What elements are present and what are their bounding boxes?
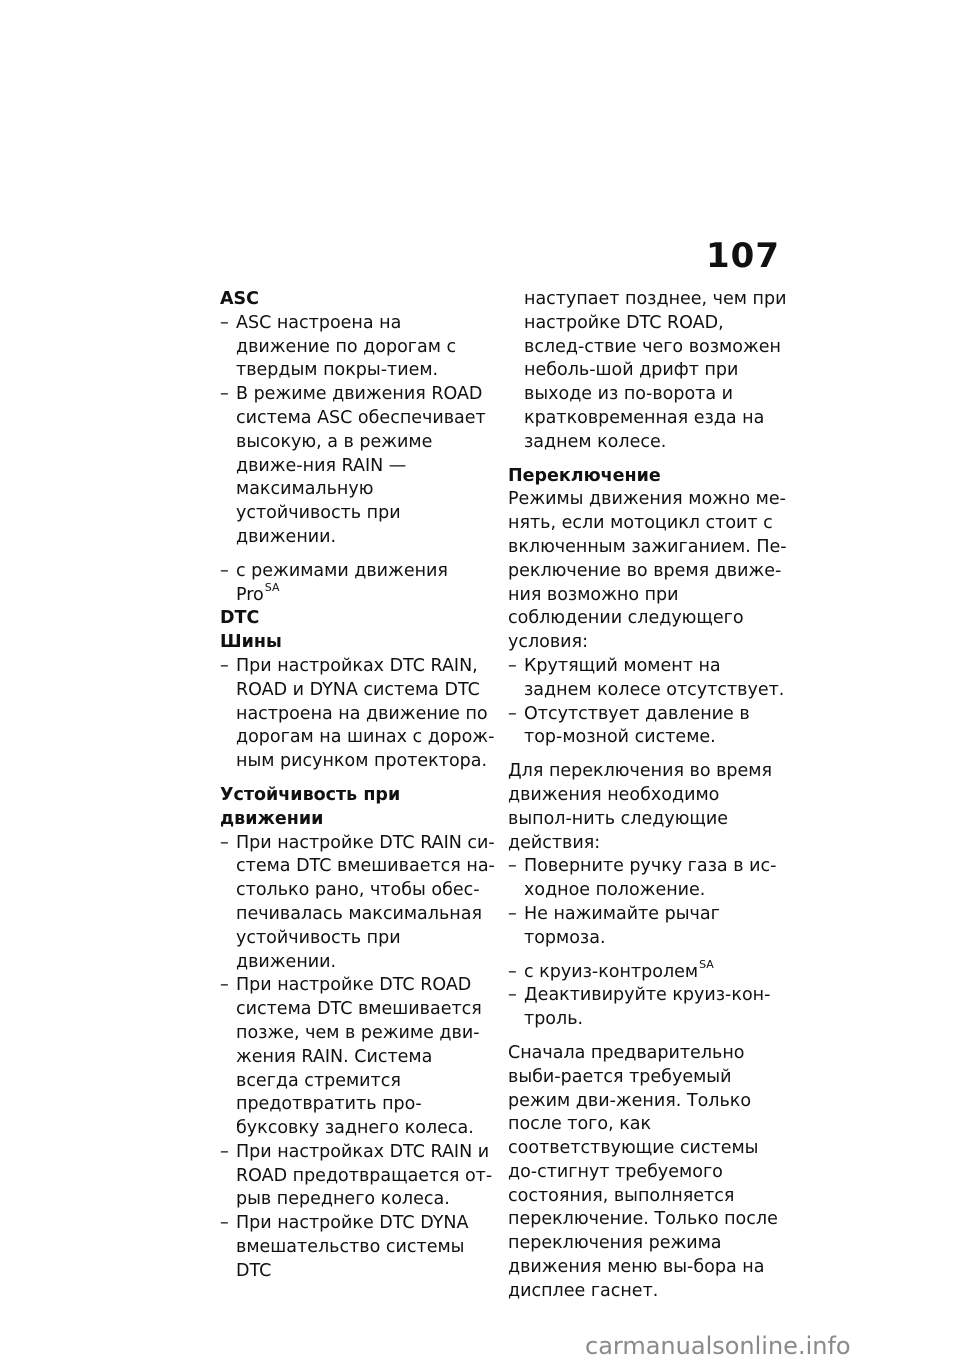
cruise-option-text: с круиз-контролем — [524, 961, 699, 982]
list-item: – При настройке DTC ROAD система DTC вмешивается позже, чем в режиме дви-жения RAIN. Система всегда стремится предотвратить про-буксовку заднего колеса. — [220, 974, 495, 1141]
tires-heading: Шины — [220, 632, 282, 653]
while-driving-paragraph: Для переключения во время движения необходимо выпол-нить следующие действия: — [508, 761, 773, 853]
sa-marker: SA — [699, 957, 714, 971]
list-item: – При настройках DTC RAIN и ROAD предотвращается от-рыв переднего колеса. — [220, 1141, 495, 1212]
stability-heading: Устойчивость при движении — [220, 784, 401, 829]
list-item: – В режиме движения ROAD система ASC обеспечивает высокую, а в режиме движе-ния RAIN — максимальную устойчивость при движении. — [220, 383, 495, 550]
list-item: – Деактивируйте круиз-кон-троль. — [508, 984, 788, 1032]
list-item: – Поверните ручку газа в ис-ходное положение. — [508, 855, 788, 903]
list-item: – Не нажимайте рычаг тормоза. — [508, 903, 788, 951]
sa-marker: SA — [264, 580, 280, 594]
right-column — [508, 288, 788, 1304]
pro-option-note — [220, 560, 495, 608]
stability-list — [220, 832, 495, 1284]
switching-conditions-list — [508, 655, 788, 750]
cruise-option-note — [508, 957, 788, 985]
list-item: – Крутящий момент на заднем колесе отсутствует. — [508, 655, 788, 703]
while-driving-actions-list — [508, 855, 788, 950]
pro-option-list — [220, 560, 495, 608]
tires-list — [220, 655, 495, 774]
continuation-text: наступает позднее, чем при настройке DTC ROAD, вслед-ствие чего возможен неболь-шой дрифт при выходе из по-ворота и кратковременная езда на заднем колесе. — [524, 289, 787, 452]
dtc-heading: DTC — [220, 608, 260, 629]
pro-option-text: с режимами движения Pro — [236, 560, 448, 605]
final-paragraph: Сначала предварительно выби-рается требуемый режим дви-жения. Только после того, как соответствующие системы до-стигнут требуемого состояния, выполняется переключение. Только после переключения режима движения меню вы-бора на дисплее гаснет. — [508, 1042, 778, 1301]
list-item: – Отсутствует давление в тор-мозной системе. — [508, 703, 788, 751]
list-item: – ASC настроена на движение по дорогам с твердым покры-тием. — [220, 312, 495, 383]
asc-heading: ASC — [220, 289, 259, 309]
switching-paragraph: Режимы движения можно ме-нять, если мотоцикл стоит с включенным зажиганием. Пе-реключение во время движе-ния возможно при соблюдении следующего условия: — [508, 489, 787, 653]
left-column — [220, 288, 495, 1284]
list-item: – При настройках DTC RAIN, ROAD и DYNA система DTC настроена на движение по дорогам на шинах с дорож-ным рисунком протектора. — [220, 655, 495, 774]
asc-list — [220, 312, 495, 550]
switching-heading: Переключение — [508, 465, 661, 486]
list-item: – При настройке DTC DYNA вмешательство системы DTC — [220, 1212, 495, 1283]
cruise-option-list — [508, 957, 788, 1032]
page-number: 107 — [706, 236, 780, 276]
list-item: – При настройке DTC RAIN си-стема DTC вмешивается на-столько рано, чтобы обес-печивалась максимальная устойчивость при движении. — [220, 832, 495, 975]
watermark: carmanualsonline.info — [585, 1332, 851, 1360]
